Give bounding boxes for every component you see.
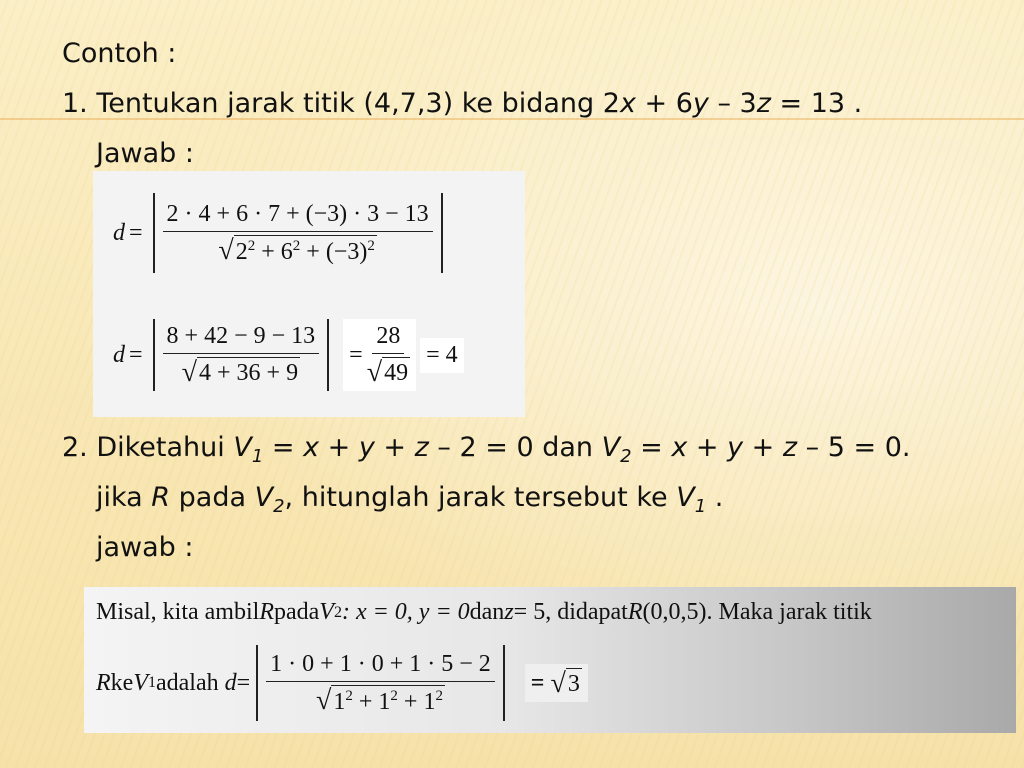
f2-fraction: [266, 651, 495, 716]
fraction-3: [367, 323, 410, 387]
sqrt-icon: √: [315, 684, 332, 716]
f2-var-z: z: [504, 599, 514, 625]
f2-var-V2: V: [319, 599, 334, 625]
formula-2-line-1: [96, 599, 872, 626]
f2-sqrt-radicand: [331, 685, 445, 716]
f2-line1-f: = 5, didapat: [513, 599, 628, 625]
sqrt-1: [218, 235, 376, 266]
problem-2-line-2: [96, 484, 723, 516]
subscript-1-line2: 1: [694, 496, 707, 517]
problem-1-mid1: + 6: [635, 88, 693, 119]
distance-symbol: d: [113, 219, 125, 246]
formula-panel-2: [84, 587, 1016, 733]
f2-exp-a: 2: [345, 687, 353, 704]
f2-result-box: [525, 664, 588, 702]
distance-symbol-2: d: [113, 341, 125, 368]
f2-line2-adalah: adalah: [156, 669, 219, 696]
var-z: z: [756, 88, 771, 119]
f2-absolute-value: [256, 645, 505, 721]
var-x: x: [619, 88, 636, 119]
expression-b: x + y + z: [671, 432, 798, 463]
f2-term-b: + 1: [352, 688, 391, 715]
f2-var-R: R: [259, 599, 274, 625]
f2-line1-a: Misal, kita ambil: [96, 599, 260, 625]
f2-fraction-numerator: 1 · 0 + 1 · 0 + 1 · 5 − 2: [266, 651, 495, 682]
f2-exp-c: 2: [435, 687, 443, 704]
sqrt-icon: √: [550, 668, 566, 699]
line2-part-b: pada: [170, 482, 255, 513]
f2-line2-sub1: 1: [148, 674, 156, 691]
problem-1-prefix: 1. Tentukan jarak titik (4,7,3) ke bidang 2: [62, 88, 620, 119]
simplified-fraction-box: [343, 319, 416, 391]
subscript-2-line2: 2: [273, 496, 285, 517]
formula-1-line-1: [113, 193, 449, 273]
f2-result-equals: =: [530, 669, 545, 696]
formula-1-line-2: [113, 319, 464, 391]
f2-term-c: + 1: [397, 688, 436, 715]
equals-sign: =: [129, 219, 143, 246]
sqrt-icon: √: [218, 234, 234, 266]
f2-result-sqrt: [550, 668, 581, 698]
formula-2-line-2: [96, 645, 588, 721]
sqrt-icon: √: [181, 357, 197, 388]
sqrt-2: [182, 357, 300, 387]
sqrt-3-radicand: 49: [382, 357, 410, 387]
equals-b: =: [631, 432, 672, 463]
var-R: R: [151, 482, 171, 513]
problem-2-prefix: 2. Diketahui: [62, 432, 234, 463]
var-V1-line2: V: [676, 482, 695, 513]
problem-2-statement: [62, 434, 910, 466]
var-V1: V: [233, 432, 252, 463]
radicand-term-b: + 6: [255, 238, 293, 265]
subscript-1: 1: [251, 446, 264, 467]
equals-sign-2: =: [129, 341, 143, 368]
problem-1-statement: [62, 90, 862, 117]
line2-part-c: , hitunglah jarak tersebut ke: [284, 482, 677, 513]
exponent-a: 2: [247, 237, 256, 254]
absolute-value-1: [153, 193, 443, 273]
exponent-b: 2: [292, 237, 301, 254]
var-V2: V: [601, 432, 621, 463]
f2-equals: =: [236, 669, 251, 696]
problem-1-mid2: – 3: [708, 88, 757, 119]
fraction-1-numerator: 2 · 4 + 6 · 7 + (−3) · 3 − 13: [163, 201, 433, 232]
expression-a: x + y + z: [303, 432, 429, 463]
f2-sqrt: [316, 685, 445, 716]
subscript-2: 2: [620, 446, 632, 467]
fraction-1: [163, 201, 433, 266]
line2-part-d: .: [706, 482, 724, 513]
f2-line1-c: : x = 0, y = 0: [341, 599, 470, 625]
problem-1-suffix: = 13 .: [770, 88, 863, 119]
line2-part-a: jika: [96, 482, 152, 513]
fraction-2: [163, 323, 320, 387]
f2-fraction-denominator: [316, 682, 445, 716]
answer-label-2: jawab :: [96, 532, 194, 563]
result-1: = 4: [426, 341, 458, 368]
problem-1-answer-label: [96, 140, 194, 167]
slide-heading: [62, 40, 176, 67]
fraction-2-numerator: 8 + 42 − 9 − 13: [163, 323, 320, 354]
absolute-value-2: [153, 319, 330, 391]
radicand-term-a: 2: [235, 238, 248, 265]
equals-a: =: [263, 432, 304, 463]
fraction-2-denominator: [182, 354, 300, 387]
f2-line2-V1: V: [133, 669, 148, 696]
result-box-1: [420, 338, 464, 373]
equals-sign-3: =: [349, 341, 363, 368]
exponent-c: 2: [367, 237, 375, 254]
f2-line1-b: pada: [273, 599, 320, 625]
problem-2-answer-label: [96, 534, 194, 561]
sqrt-3: [367, 357, 410, 387]
sqrt-2-radicand: 4 + 36 + 9: [197, 357, 300, 387]
f2-exp-b: 2: [390, 687, 398, 704]
f2-var-R2: R: [627, 599, 643, 625]
heading-text: Contoh :: [62, 38, 177, 69]
answer-label-1: Jawab :: [96, 138, 194, 169]
problem-2-mid: – 2 = 0 dan: [428, 432, 602, 463]
var-V2-line2: V: [254, 482, 274, 513]
sqrt-icon: √: [366, 357, 383, 388]
f2-subscript-2: 2: [333, 603, 342, 621]
f2-term-a: 1: [333, 688, 346, 715]
var-y: y: [692, 88, 709, 119]
formula-panel-1: [93, 171, 525, 417]
f2-distance-symbol: d: [224, 669, 237, 696]
f2-line2-R: R: [96, 669, 111, 696]
problem-2-suffix: – 5 = 0.: [797, 432, 911, 463]
fraction-1-denominator: [218, 232, 376, 266]
f2-result-value: 3: [566, 668, 582, 698]
fraction-3-denominator: [367, 354, 410, 387]
f2-line2-ke: ke: [110, 669, 134, 696]
f2-line1-d: dan: [469, 599, 505, 625]
radicand-term-c: + (−3): [300, 238, 368, 265]
fraction-3-numerator: 28: [372, 323, 404, 354]
sqrt-1-radicand: [234, 235, 377, 266]
f2-line1-h: (0,0,5). Maka jarak titik: [642, 599, 872, 625]
